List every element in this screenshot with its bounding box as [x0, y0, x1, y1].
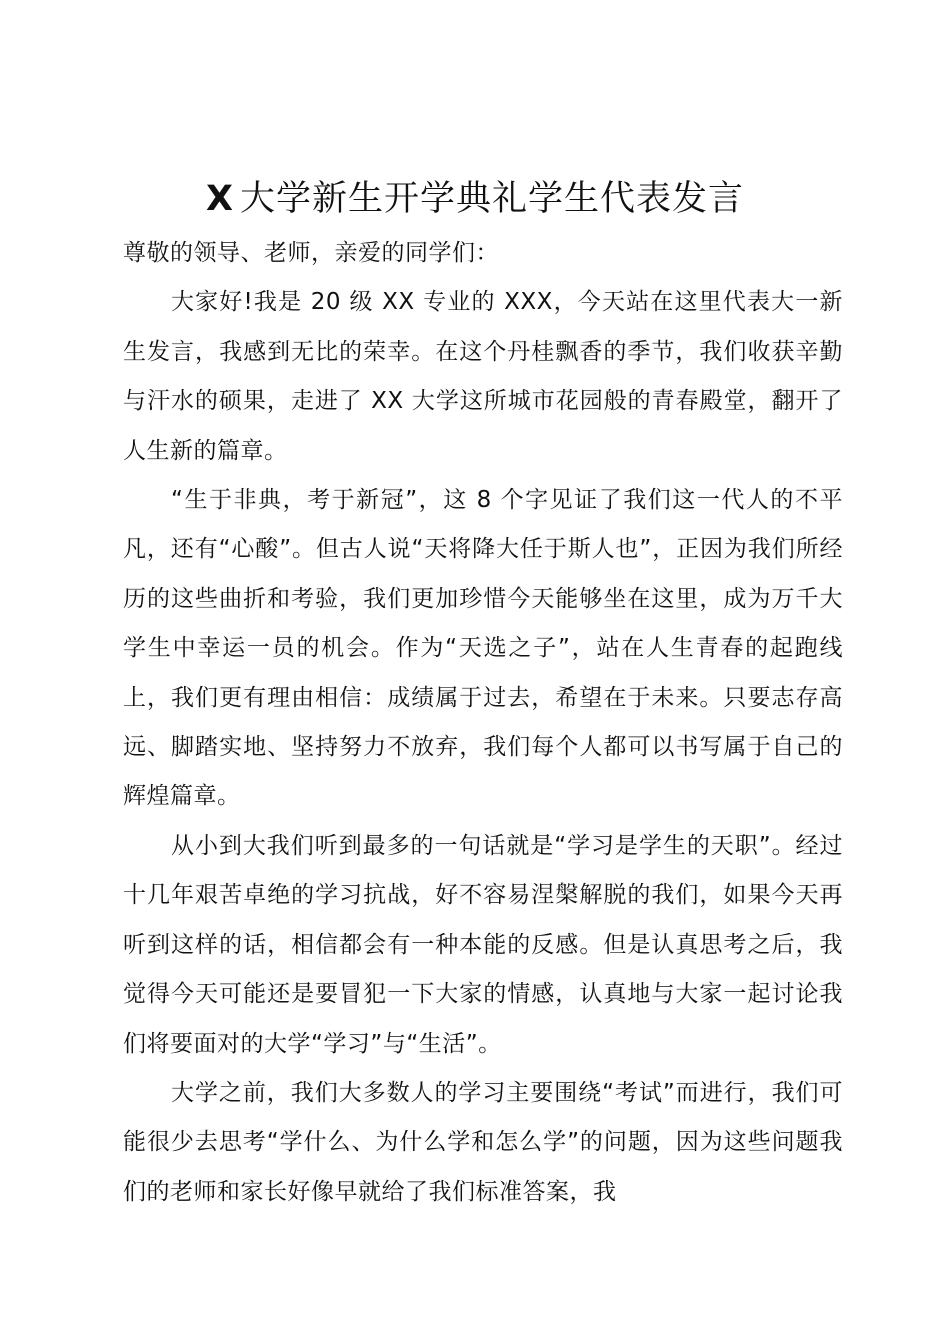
- paragraph: 从小到大我们听到最多的一句话就是“学习是学生的天职”。经过十几年艰苦卓绝的学习抗战，好不容易涅槃解脱的我们，如果今天再听到这样的话，相信都会有一种本能的反感。但是认真思考之后，我觉得今天可能还是要冒犯一下大家的情感，认真地与大家一起讨论我们将要面对的大学“学习”与“生活”。: [123, 832, 843, 1057]
- salutation: 尊敬的领导、老师，亲爱的同学们：: [123, 240, 499, 266]
- document-title: [0, 176, 950, 222]
- paragraph: 大家好!我是 20 级 XX 专业的 XXX，今天站在这里代表大一新生发言，我感到无比的荣幸。在这个丹桂飘香的季节，我们收获辛勤与汗水的硕果，走进了 XX 大学这所城市花园般的青春殿堂，翻开了人生新的篇章。: [123, 289, 843, 464]
- paragraph: 大学之前，我们大多数人的学习主要围绕“考试”而进行，我们可能很少去思考“学什么、为什么学和怎么学”的问题，因为这些问题我们的老师和家长好像早就给了我们标准答案，我: [123, 1079, 843, 1205]
- title-lead: X: [205, 179, 234, 219]
- paragraph: “生于非典，考于新冠”，这 8 个字见证了我们这一代人的不平凡，还有“心酸”。但古人说“天将降大任于斯人也”，正因为我们所经历的这些曲折和考验，我们更加珍惜今天能够坐在这里，成为万千大学生中幸运一员的机会。作为“天选之子”，站在人生青春的起跑线上，我们更有理由相信：成绩属于过去，希望在于未来。只要志存高远、脚踏实地、坚持努力不放弃，我们每个人都可以书写属于自己的辉煌篇章。: [123, 487, 843, 810]
- title-text: 大学新生开学典礼学生代表发言: [239, 179, 744, 219]
- document-body: [123, 229, 843, 1217]
